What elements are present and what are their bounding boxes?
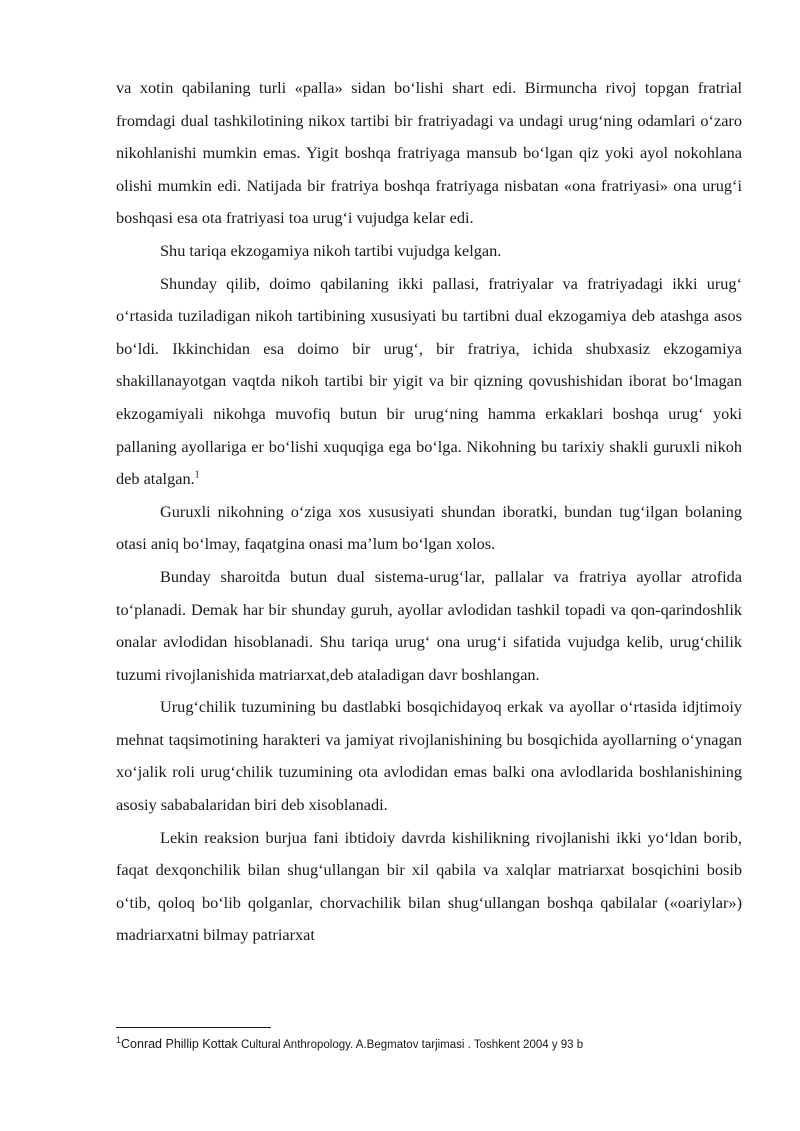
paragraph-5: Bunday sharoitda butun dual sistema-urug‘lar, pallalar va fratriya ayollar atrofida to‘planadi. Demak har bir shunday guruh, ayollar avlodidan tashkil topadi va qon-qarindoshlik onalar avlodidan hisoblanadi. Shu tariqa urug‘ ona urug‘i sifatida vujudga kelib, urug‘chilik tuzumi rivojlanishida matriarxat,deb ataladigan davr boshlangan.: [116, 566, 742, 684]
paragraph-1: va xotin qabilaning turli «palla» sidan bo‘lishi shart edi. Birmuncha rivoj topgan fratrial fromdagi dual tashkilotining nikox tartibi bir fratriyadagi va undagi urug‘ning odamlari o‘zaro nikohlanishi mumkin emas. Yigit boshqa fratriyaga mansub bo‘lgan qiz yoki ayol nokohlana olishi mumkin edi. Natijada bir fratriya boshqa fratriyaga nisbatan «ona fratriyasi» ona urug‘i boshqasi esa ota fratriyasi toa urug‘i vujudga kelar edi.: [116, 78, 742, 228]
footnote-reference[interactable]: 1: [194, 469, 200, 481]
paragraph-2: Shu tariqa ekzogamiya nikoh tartibi vujudga kelgan.: [160, 240, 502, 260]
paragraph-4: Guruxli nikohning o‘ziga xos xususiyati shundan iboratki, bundan tug‘ilgan bolaning otasi aniq bo‘lmay, faqatgina onasi ma’lum bo‘lgan xolos.: [116, 501, 742, 554]
footnote-number: 1: [116, 1035, 122, 1045]
body-text: [116, 72, 742, 952]
footnote-citation: Cultural Anthropology. A.Begmatov tarjimasi . Toshkent 2004 y 93 b: [237, 1039, 584, 1051]
paragraph-3: [116, 268, 742, 496]
paragraph-7: Lekin reaksion burjua fani ibtidoiy davrda kishilikning rivojlanishi ikki yo‘ldan borib, faqat dexqonchilik bilan shug‘ullangan bir xil qabila va xalqlar matriarxat bosqichini bosib o‘tib, qoloq bo‘lib qolganlar, chorvachilik bilan shug‘ullangan boshqa qabilalar («oariylar») madriarxatni bilmay patriarxat: [116, 827, 742, 945]
paragraph-6: Urug‘chilik tuzumining bu dastlabki bosqichidayoq erkak va ayollar o‘rtasida idjtimoiy mehnat taqsimotining harakteri va jamiyat rivojlanishining bu bosqichida ayollarning o‘ynagan xo‘jalik roli urug‘chilik tuzumining ota avlodidan emas balki ona avlodlarida boshlanishining asosiy sababalaridan biri deb xisoblanadi.: [116, 697, 742, 815]
footnote-author: Conrad Phillip Kottak: [121, 1037, 238, 1051]
paragraph-3-text: Shunday qilib, doimo qabilaning ikki pallasi, fratriyalar va fratriyadagi ikki urug‘ o‘rtasida tuziladigan nikoh tartibining xususiyati bu tartibni dual ekzogamiya deb atashga asos bo‘ldi. Ikkinchidan esa doimo bir urug‘, bir fratriya, ichida shubxasiz ekzogamiya shakillanayotgan vaqtda nikoh tartibi bir yigit va bir qizning qovushishidan iborat bo‘lmagan ekzogamiyali nikohga muvofiq butun bir urug‘ning hamma erkaklari boshqa urug‘ yoki pallaning ayollariga er bo‘lishi xuquqiga ega bo‘lga. Nikohning bu tarixiy shakli guruxli nikoh deb atalgan.: [116, 273, 742, 489]
footnote-separator: [116, 1027, 271, 1028]
footnote: [116, 1036, 756, 1053]
